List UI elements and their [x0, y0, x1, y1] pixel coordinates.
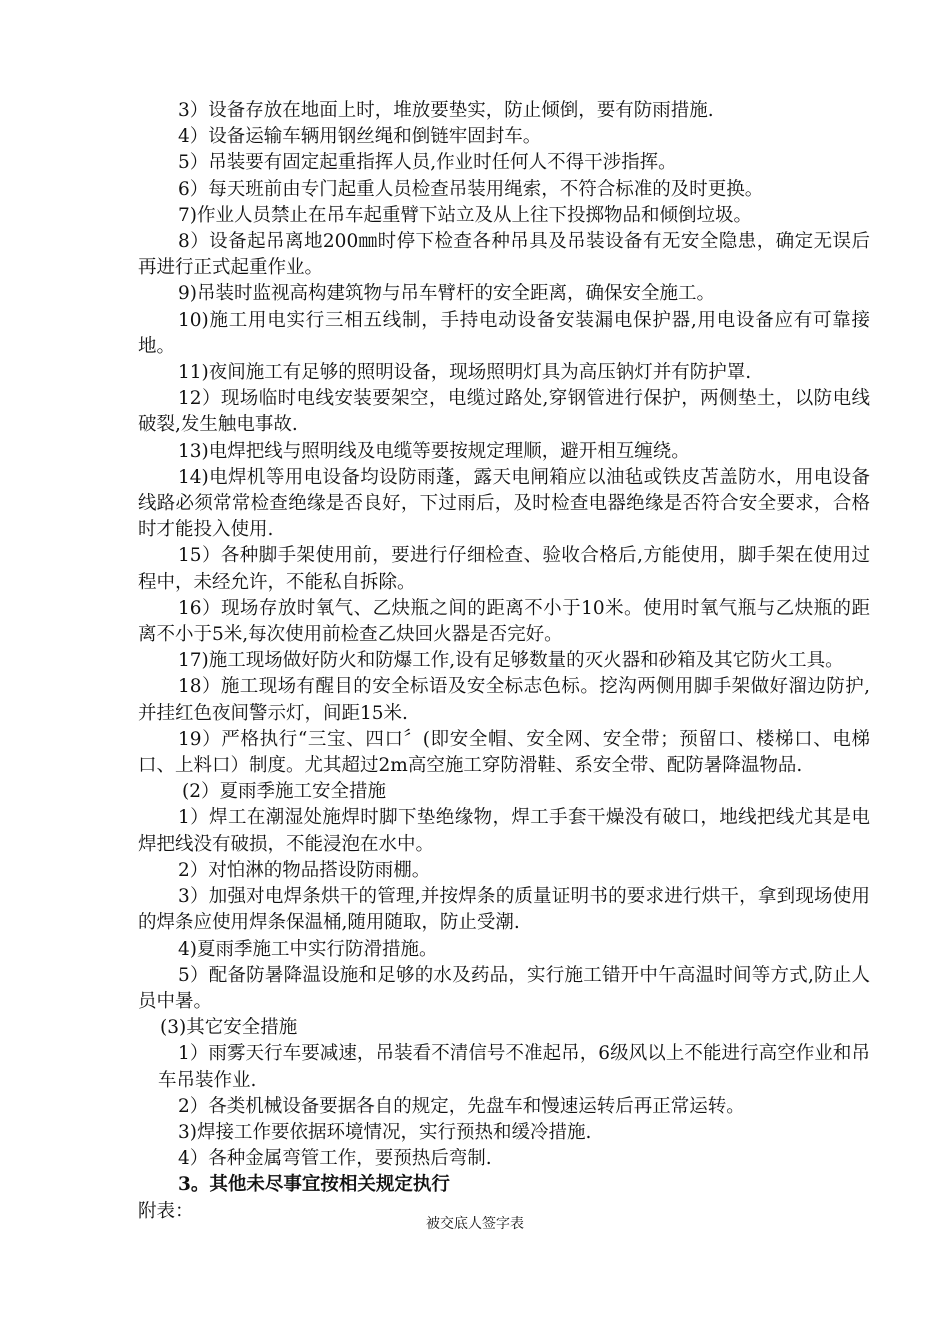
- paragraph-item-8: 8）设备起吊离地200㎜时停下检查各种吊具及吊装设备有无安全隐患，确定无误后再进行正式起重作业。: [138, 231, 870, 279]
- signature-table-caption: 被交底人签字表: [426, 1216, 524, 1232]
- section-heading-misc: 3。其他未尽事宜按相关规定执行: [178, 1174, 450, 1196]
- paragraph-item-12: 12）现场临时电线安装要架空，电缆过路处,穿钢管进行保护，两侧垫土，以防电线破裂,发生触电事故.: [138, 388, 870, 436]
- paragraph-other-2: 2）各类机械设备要据各自的规定，先盘车和慢速运转后再正常运转。: [178, 1095, 745, 1117]
- paragraph-item-15: 15）各种脚手架使用前，要进行仔细检查、验收合格后,方能使用，脚手架在使用过程中，未经允许，不能私自拆除。: [138, 545, 870, 593]
- section-heading-summer-rain: (2）夏雨季施工安全措施: [182, 781, 386, 803]
- paragraph-summer-1: 1）焊工在潮湿处施焊时脚下垫绝缘物，焊工手套干燥没有破口，地线把线尤其是电焊把线没有破损，不能浸泡在水中。: [138, 807, 870, 855]
- document-body: [138, 98, 870, 1225]
- paragraph-other-4: 4）各种金属弯管工作，要预热后弯制.: [178, 1148, 492, 1170]
- paragraph-other-3: 3)焊接工作要依据环境情况，实行预热和缓冷措施.: [178, 1121, 592, 1143]
- paragraph-item-19: 19）严格执行“三宝、四口〞(即安全帽、安全网、安全带；预留口、楼梯口、电梯口、上料口）制度。尤其超过2m高空施工穿防滑鞋、系安全带、配防暑降温物品.: [138, 728, 870, 777]
- appendix-label: 附表：: [138, 1200, 194, 1222]
- paragraph-summer-3: 3）加强对电焊条烘干的管理,并按焊条的质量证明书的要求进行烘干，拿到现场使用的焊条应使用焊条保温桶,随用随取，防止受潮.: [138, 886, 870, 934]
- paragraph-item-16: 16）现场存放时氧气、乙炔瓶之间的距离不小于10米。使用时氧气瓶与乙炔瓶的距离不小于5米,每次使用前检查乙炔回火器是否完好。: [138, 597, 870, 646]
- paragraph-item-7: 7)作业人员禁止在吊车起重臂下站立及从上往下投掷物品和倾倒垃圾。: [178, 204, 752, 226]
- section-heading-other-safety: (3)其它安全措施: [160, 1017, 298, 1039]
- paragraph-summer-5: 5）配备防暑降温设施和足够的水及药品，实行施工错开中午高温时间等方式,防止人员中暑。: [138, 964, 870, 1012]
- paragraph-item-3: 3）设备存放在地面上时，堆放要垫实，防止倾倒，要有防雨措施.: [178, 100, 714, 121]
- paragraph-other-1: 1）雨雾天行车要减速，吊装看不清信号不准起吊，6级风以上不能进行高空作业和吊车吊装作业.: [158, 1043, 870, 1091]
- paragraph-item-6: 6）每天班前由专门起重人员检查吊装用绳索，不符合标准的及时更换。: [178, 178, 764, 200]
- paragraph-item-4: 4）设备运输车辆用钢丝绳和倒链牢固封车。: [178, 126, 542, 148]
- paragraph-item-9: 9)吊装时监视高构建筑物与吊车臂杆的安全距离，确保安全施工。: [178, 283, 715, 305]
- paragraph-item-13: 13)电焊把线与照明线及电缆等要按规定理顺，避开相互缠绕。: [178, 440, 690, 462]
- paragraph-item-18: 18）施工现场有醒目的安全标语及安全标志色标。挖沟两侧用脚手架做好溜边防护,并挂红色夜间警示灯，间距15米.: [138, 676, 870, 724]
- paragraph-item-10: 10)施工用电实行三相五线制，手持电动设备安装漏电保护器,用电设备应有可靠接地。: [138, 309, 870, 357]
- paragraph-item-11: 11)夜间施工有足够的照明设备，现场照明灯具为高压钠灯并有防护罩.: [178, 362, 752, 384]
- paragraph-summer-2: 2）对怕淋的物品搭设防雨棚。: [178, 859, 431, 881]
- paragraph-item-5: 5）吊装要有固定起重指挥人员,作业时任何人不得干涉指挥。: [178, 152, 677, 174]
- paragraph-item-14: 14)电焊机等用电设备均设防雨蓬，露天电闸箱应以油毡或铁皮苫盖防水，用电设备线路必须常常检查绝缘是否良好，下过雨后，及时检查电器绝缘是否符合安全要求，合格时才能投入使用.: [138, 466, 870, 541]
- paragraph-summer-4: 4)夏雨季施工中实行防滑措施。: [178, 938, 438, 960]
- paragraph-item-17: 17)施工现场做好防火和防爆工作,设有足够数量的灭火器和砂箱及其它防火工具。: [178, 650, 844, 672]
